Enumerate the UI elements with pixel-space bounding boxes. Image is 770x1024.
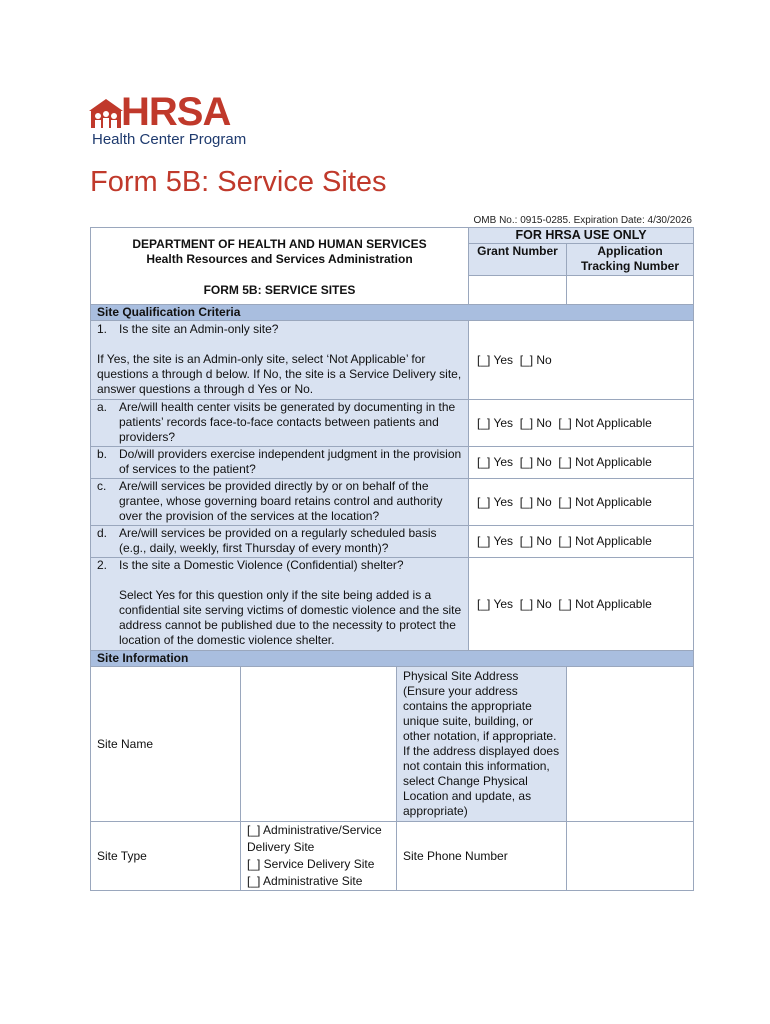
question-b — [91, 447, 469, 479]
form-name: FORM 5B: SERVICE SITES — [203, 283, 356, 297]
logo-subtitle: Health Center Program — [92, 131, 247, 148]
question-d-text: Are/will services be provided on a regularly scheduled basis (e.g., daily, weekly, first Thursday of every month)? — [119, 526, 437, 555]
grant-number-field[interactable] — [469, 276, 567, 305]
answer-b[interactable]: [_] Yes [_] No [_] Not Applicable — [469, 447, 694, 479]
question-d — [91, 526, 469, 558]
omb-notice: OMB No.: 0915-0285. Expiration Date: 4/30/2026 — [473, 215, 692, 226]
answer-d[interactable]: [_] Yes [_] No [_] Not Applicable — [469, 526, 694, 558]
answer-a[interactable]: [_] Yes [_] No [_] Not Applicable — [469, 400, 694, 447]
agency-name: Health Resources and Services Administration — [146, 252, 413, 266]
question-2-note: Select Yes for this question only if the site being added is a confidential site serving victims of domestic violence and the site address cannot be published due to the necessity to protect the location of the domestic violence shelter. — [119, 588, 462, 647]
question-1-number: 1. — [97, 322, 108, 336]
grant-number-header: Grant Number — [469, 244, 567, 276]
question-b-text: Do/will providers exercise independent judgment in the provision of services to the patient? — [119, 447, 462, 476]
page-title: Form 5B: Service Sites — [90, 166, 387, 198]
question-a — [91, 400, 469, 447]
question-2-number: 2. — [97, 558, 108, 572]
site-type-label: Site Type — [91, 822, 241, 891]
question-c-text: Are/will services be provided directly by or on behalf of the grantee, whose governing board retains control and authority over the provision of the services at the location? — [119, 479, 443, 523]
site-type-option-admin-service[interactable]: [_] Administrative/Service Delivery Site — [247, 823, 382, 854]
question-a-text: Are/will health center visits be generated by documenting in the patients’ records face-to-face contacts between patients and providers? — [119, 400, 456, 444]
tracking-number-header: Application Tracking Number — [567, 244, 694, 276]
question-a-letter: a. — [97, 400, 108, 414]
question-b-letter: b. — [97, 447, 108, 461]
form-header — [91, 228, 469, 305]
department-name: DEPARTMENT OF HEALTH AND HUMAN SERVICES — [132, 237, 427, 251]
people-icon — [89, 96, 123, 130]
answer-c[interactable]: [_] Yes [_] No [_] Not Applicable — [469, 479, 694, 526]
site-type-options — [241, 822, 397, 891]
question-1 — [91, 321, 469, 400]
answer-2[interactable]: [_] Yes [_] No [_] Not Applicable — [469, 558, 694, 651]
site-phone-field[interactable] — [567, 822, 694, 891]
logo-wordmark: HRSA — [121, 90, 231, 134]
question-c — [91, 479, 469, 526]
question-2 — [91, 558, 469, 651]
answer-1[interactable]: [_] Yes [_] No — [469, 321, 694, 400]
hrsa-logo — [89, 92, 279, 152]
question-1-note: If Yes, the site is an Admin-only site, select ‘Not Applicable’ for questions a through d below. If No, the site is a Service Delivery site, answer questions a through d Yes or No. — [97, 352, 462, 396]
service-sites-form — [90, 227, 694, 891]
physical-address-label: Physical Site Address (Ensure your address contains the appropriate unique suite, building, or other notation, if appropriate. If the address displayed does not contain this information, select Change Physical Location and update, as appropriate) — [397, 667, 567, 822]
question-2-text: Is the site a Domestic Violence (Confidential) shelter? — [119, 558, 404, 572]
question-1-text: Is the site an Admin-only site? — [119, 322, 279, 336]
question-d-letter: d. — [97, 526, 108, 540]
site-name-field[interactable] — [241, 667, 397, 822]
section-site-information: Site Information — [91, 651, 694, 667]
question-c-letter: c. — [97, 479, 107, 493]
hrsa-use-only-header: FOR HRSA USE ONLY — [469, 228, 694, 244]
site-type-option-admin[interactable]: [_] Administrative Site — [247, 874, 363, 888]
site-name-label: Site Name — [91, 667, 241, 822]
section-qualification: Site Qualification Criteria — [91, 305, 694, 321]
site-type-option-service[interactable]: [_] Service Delivery Site — [247, 857, 375, 871]
site-phone-label: Site Phone Number — [397, 822, 567, 891]
physical-address-field[interactable] — [567, 667, 694, 822]
tracking-number-field[interactable] — [567, 276, 694, 305]
